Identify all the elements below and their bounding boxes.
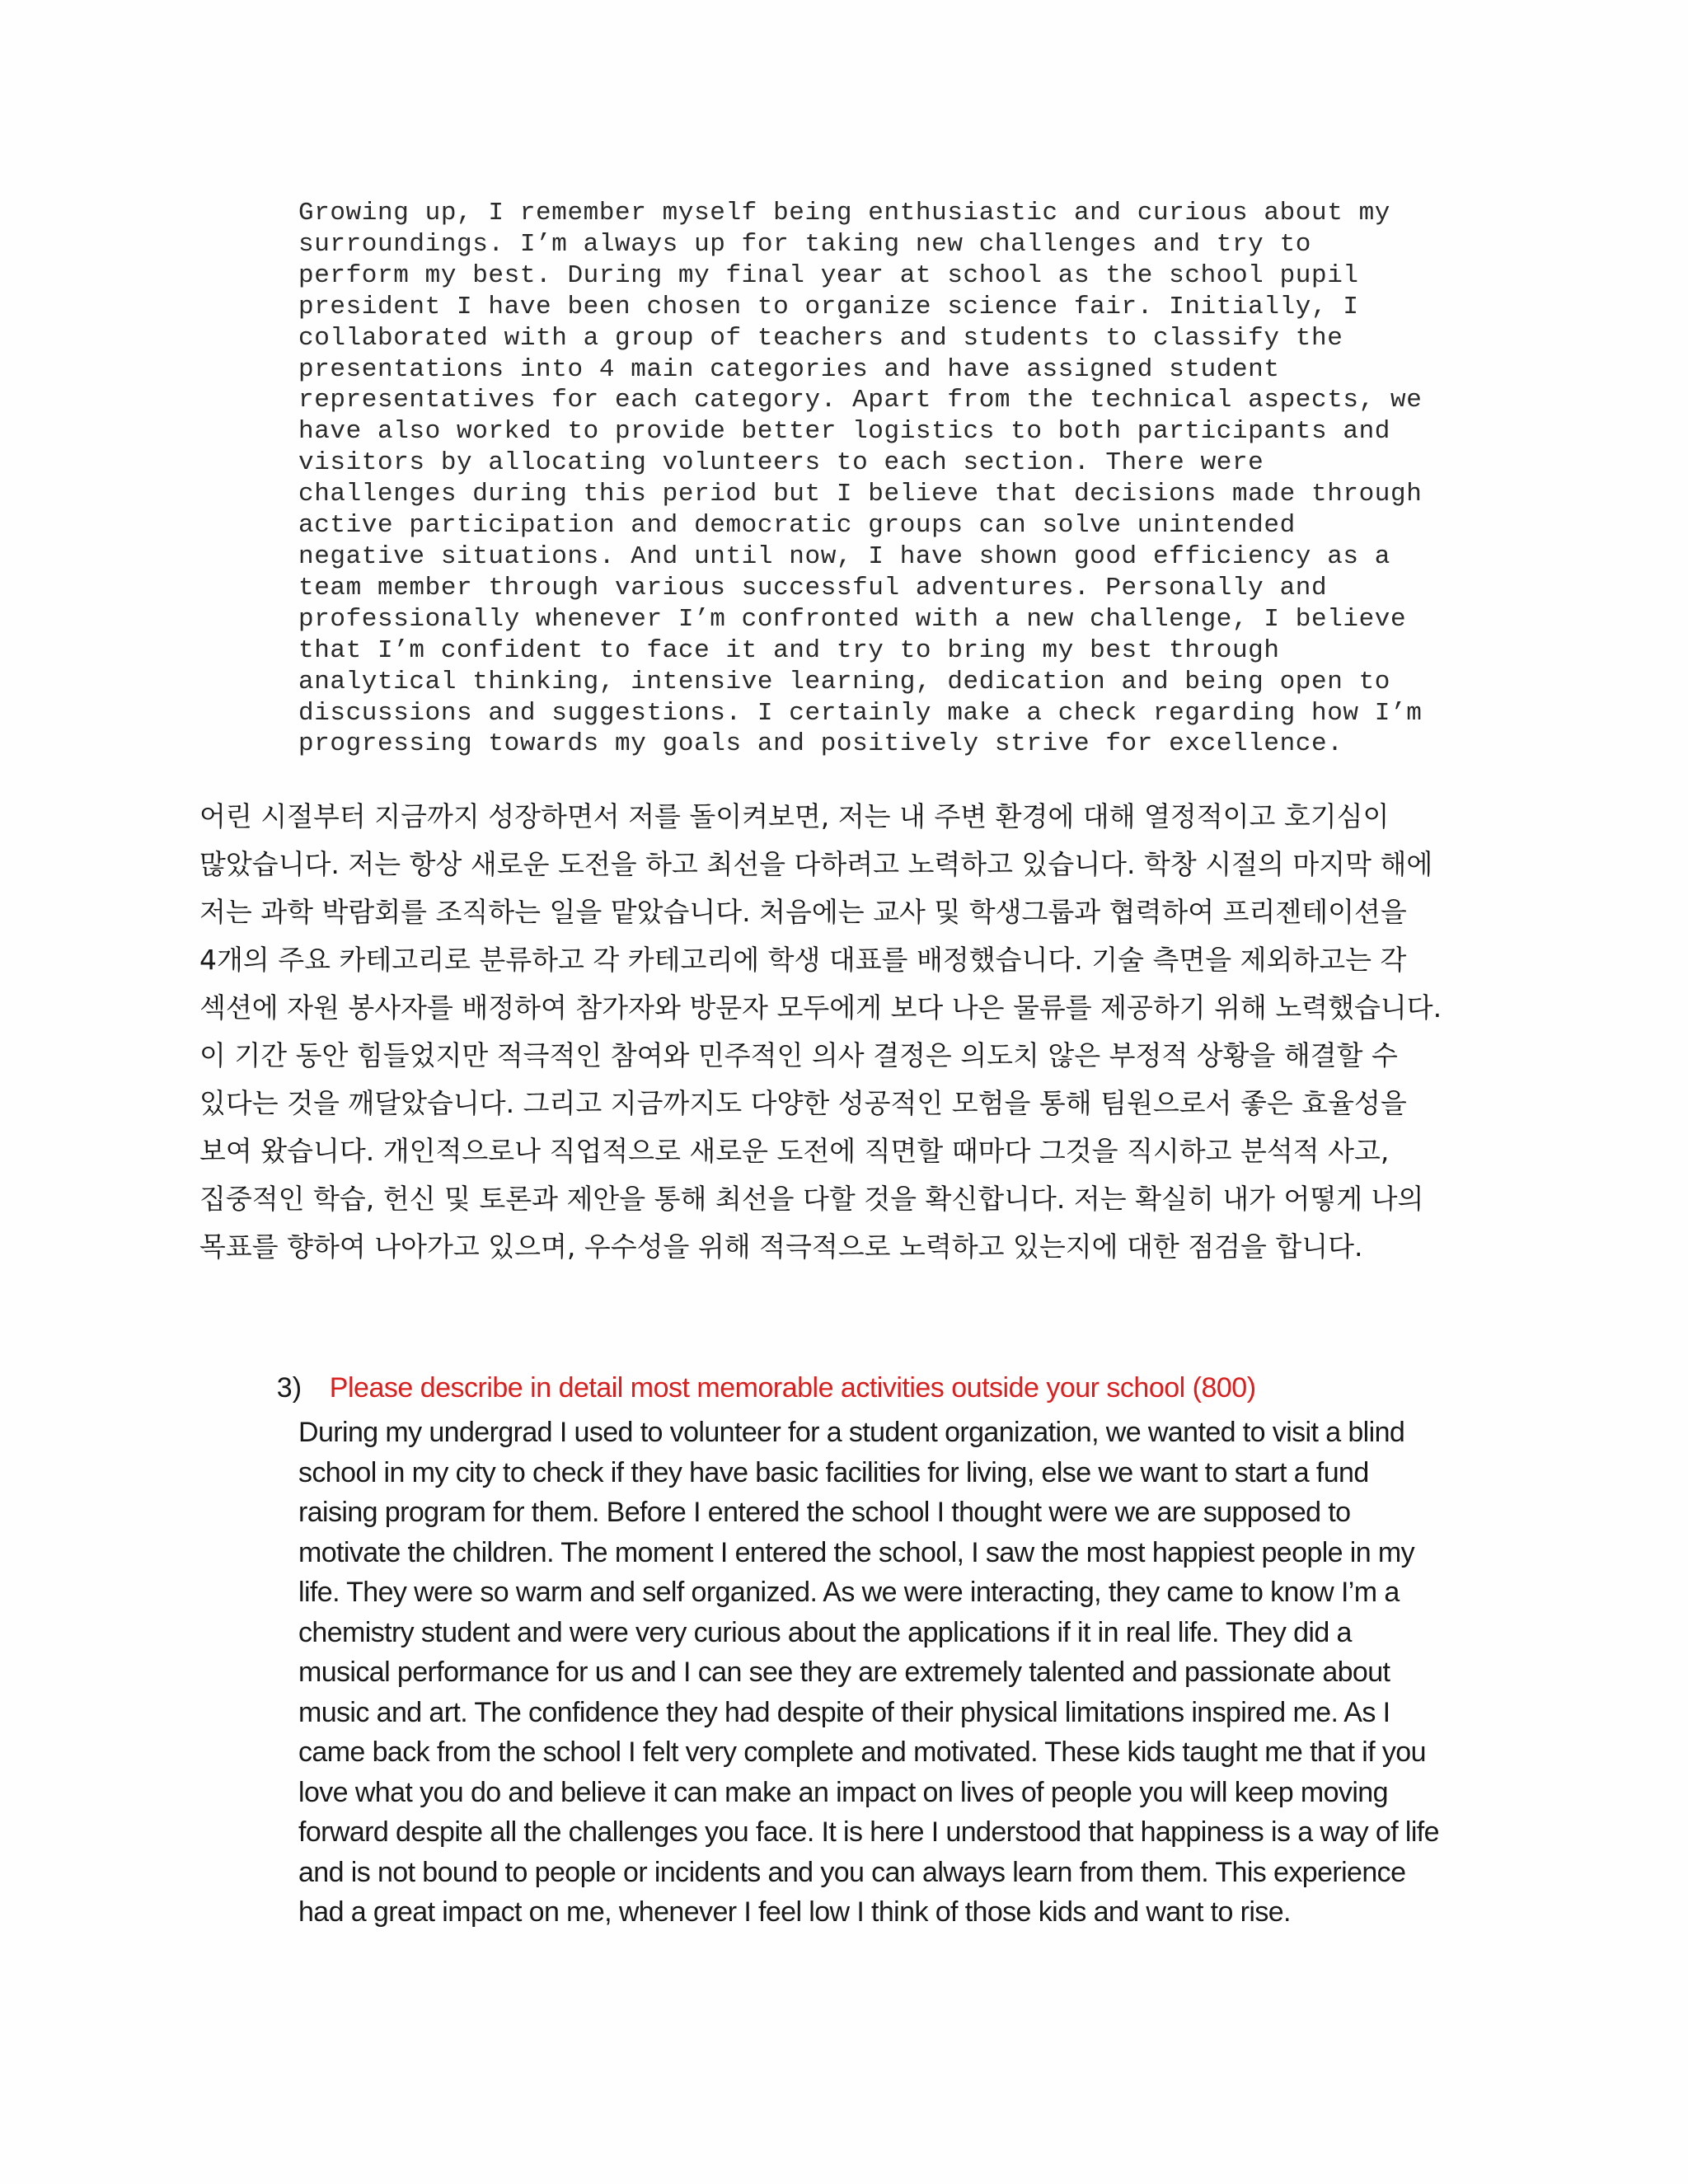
korean-line: 집중적인 학습, 헌신 및 토론과 제안을 통해 최선을 다할 것을 확신합니다. 저는 확실히 내가 어떻게 나의 (199, 1183, 1424, 1215)
korean-line: 보여 왔습니다. 개인적으로나 직업적으로 새로운 도전에 직면할 때마다 그것을 직시하고 분석적 사고, (199, 1135, 1390, 1167)
question-number: 3) (276, 1372, 302, 1404)
answer-line: motivate the children. The moment I entered the school, I saw the most happiest people in my (298, 1536, 1415, 1568)
essay-line: representatives for each category. Apart from the technical aspects, we (298, 386, 1423, 415)
korean-line: 섹션에 자원 봉사자를 배정하여 참가자와 방문자 모두에게 보다 나은 물류를 제공하기 위해 노력했습니다. (199, 991, 1442, 1024)
korean-line: 있다는 것을 깨달았습니다. 그리고 지금까지도 다양한 성공적인 모험을 통해 팀원으로서 좋은 효율성을 (199, 1087, 1407, 1119)
essay-line: that I’m confident to face it and try to bring my best through (298, 635, 1280, 665)
essay-line: discussions and suggestions. I certainly make a check regarding how I’m (298, 698, 1423, 728)
answer-line: life. They were so warm and self organized. As we were interacting, they came to know I’m a (298, 1577, 1400, 1608)
answer-line: had a great impact on me, whenever I feel low I think of those kids and want to rise. (298, 1896, 1291, 1928)
essay-line: challenges during this period but I believe that decisions made through (298, 480, 1423, 509)
answer-line: chemistry student and were very curious about the applications if it in real life. They did a (298, 1616, 1352, 1648)
essay-line: have also worked to provide better logistics to both participants and (298, 417, 1391, 447)
essay-line: Growing up, I remember myself being enthusiastic and curious about my (298, 199, 1391, 227)
essay-line: analytical thinking, intensive learning, dedication and being open to (298, 667, 1391, 696)
essay-line: collaborated with a group of teachers and students to classify the (298, 323, 1343, 353)
korean-translation-block (199, 793, 1518, 1271)
essay-line: presentations into 4 main categories and have assigned student (298, 354, 1280, 384)
korean-line: 목표를 향하여 나아가고 있으며, 우수성을 위해 적극적으로 노력하고 있는지에 대한 점검을 합니다. (199, 1230, 1363, 1263)
answer-line: forward despite all the challenges you face. It is here I understood that happiness is a way of life (298, 1816, 1439, 1848)
essay-line: negative situations. And until now, I have shown good efficiency as a (298, 541, 1391, 571)
english-essay-block (298, 198, 1502, 760)
essay-line: active participation and democratic groups can solve unintended (298, 511, 1296, 541)
question-text: Please describe in detail most memorable activities outside your school (800) (329, 1372, 1256, 1404)
korean-line: 많았습니다. 저는 항상 새로운 도전을 하고 최선을 다하려고 노력하고 있습니다. 학창 시절의 마지막 해에 (199, 848, 1433, 880)
answer-block (298, 1413, 1502, 1933)
answer-line: love what you do and believe it can make an impact on lives of people you will keep moving (298, 1776, 1388, 1808)
korean-line: 어린 시절부터 지금까지 성장하면서 저를 돌이켜보면, 저는 내 주변 환경에 대해 열정적이고 호기심이 (199, 800, 1390, 832)
answer-line: raising program for them. Before I entered the school I thought were we are supposed to (298, 1497, 1351, 1528)
essay-line: president I have been chosen to organize science fair. Initially, I (298, 292, 1359, 321)
essay-line: surroundings. I’m always up for taking new challenges and try to (298, 229, 1311, 259)
korean-line: 4개의 주요 카테고리로 분류하고 각 카테고리에 학생 대표를 배정했습니다. 기술 측면을 제외하고는 각 (199, 944, 1407, 976)
essay-line: perform my best. During my final year at school as the school pupil (298, 260, 1359, 290)
answer-line: and is not bound to people or incidents and you can always learn from them. This experience (298, 1856, 1406, 1888)
essay-line: professionally whenever I’m confronted with a new challenge, I believe (298, 604, 1407, 634)
essay-line: progressing towards my goals and positively strive for excellence. (298, 729, 1343, 759)
answer-line: music and art. The confidence they had despite of their physical limitations inspired me. As I (298, 1696, 1390, 1728)
essay-line: team member through various successful adventures. Personally and (298, 573, 1328, 602)
korean-line: 이 기간 동안 힘들었지만 적극적인 참여와 민주적인 의사 결정은 의도치 않은 부정적 상황을 해결할 수 (199, 1039, 1398, 1071)
answer-line: musical performance for us and I can see they are extremely talented and passionate about (298, 1657, 1390, 1688)
answer-line: During my undergrad I used to volunteer for a student organization, we wanted to visit a blind (298, 1417, 1405, 1448)
essay-line: visitors by allocating volunteers to each section. There were (298, 448, 1264, 478)
korean-line: 저는 과학 박람회를 조직하는 일을 맡았습니다. 처음에는 교사 및 학생그룹과 협력하여 프리젠테이션을 (199, 896, 1407, 928)
answer-line: came back from the school I felt very complete and motivated. These kids taught me that if you (298, 1736, 1426, 1768)
answer-line: school in my city to check if they have basic facilities for living, else we want to start a fund (298, 1456, 1369, 1488)
